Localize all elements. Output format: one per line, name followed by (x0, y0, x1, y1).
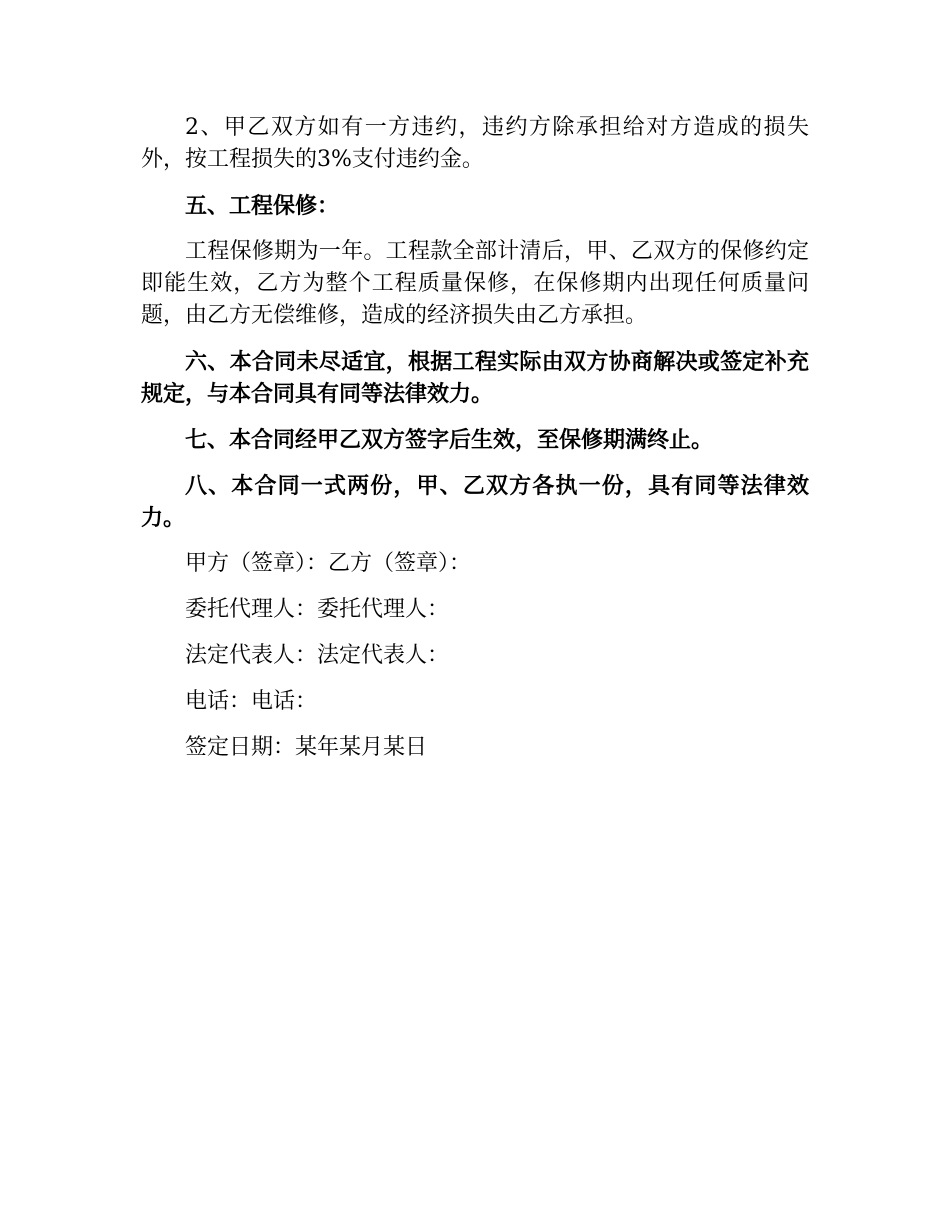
sign-date-line: 签定日期：某年某月某日 (185, 735, 428, 760)
section-6-supplement: 六、本合同未尽适宜，根据工程实际由双方协商解决或签定补充规定，与本合同具有同等法律效力。 (141, 349, 809, 407)
section-5-heading: 五、工程保修： (185, 193, 340, 219)
document-page (141, 112, 809, 764)
signature-party-line: 甲方（签章）：乙方（签章）： (185, 551, 472, 576)
clause-2-breach: 2、甲乙双方如有一方违约，违约方除承担给对方造成的损失外，按工程损失的3%支付违约金。 (141, 115, 809, 172)
legal-rep-line: 法定代表人：法定代表人： (185, 643, 450, 668)
agent-line: 委托代理人：委托代理人： (185, 597, 450, 622)
section-8-copies: 八、本合同一式两份，甲、乙双方各执一份，具有同等法律效力。 (141, 473, 809, 531)
phone-line: 电话：电话： (185, 689, 318, 714)
section-5-warranty-text: 工程保修期为一年。工程款全部计清后，甲、乙双方的保修约定即能生效，乙方为整个工程质量保修，在保修期内出现任何质量问题，由乙方无偿维修，造成的经济损失由乙方承担。 (141, 239, 809, 328)
section-7-effective: 七、本合同经甲乙双方签字后生效，至保修期满终止。 (185, 427, 714, 453)
